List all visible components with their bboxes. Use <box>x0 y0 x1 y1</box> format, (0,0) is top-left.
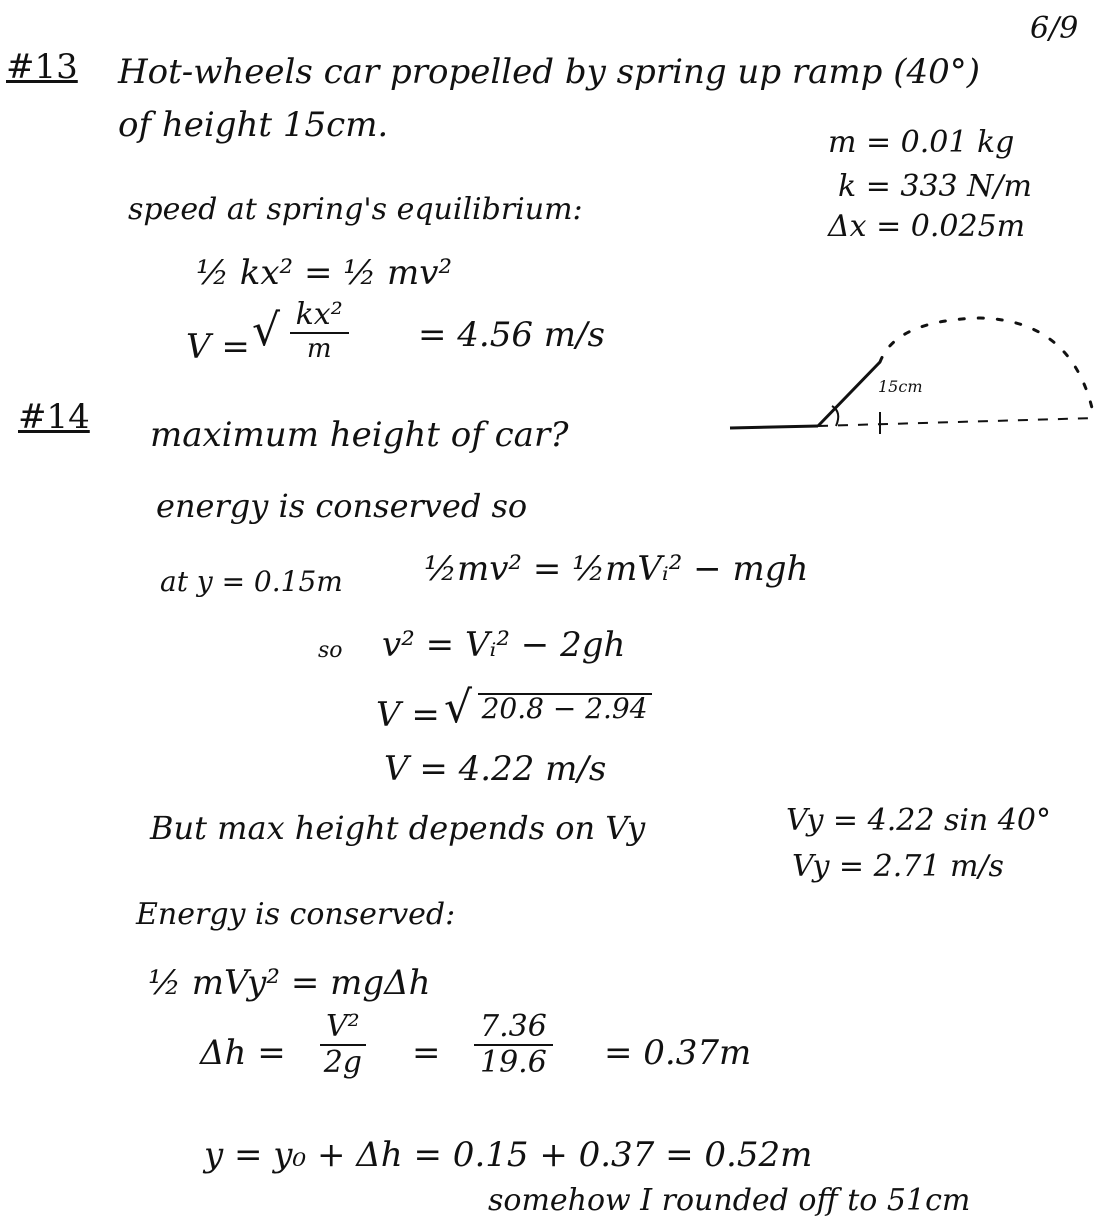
p13-velocity-lhs: V = <box>186 327 250 367</box>
p14-rounding-note: somehow I rounded off to 51cm <box>488 1183 971 1218</box>
p14-velocity-result: V = 4.22 m/s <box>384 749 607 789</box>
height-label: 15cm <box>878 377 923 396</box>
p14-fraction2-denominator: 19.6 <box>480 1045 547 1080</box>
dashed-baseline <box>818 418 1096 426</box>
p13-velocity-radical <box>252 297 349 364</box>
ramp-line <box>818 362 880 426</box>
problem-13-label: #13 <box>6 47 78 87</box>
p14-velocity-radical <box>444 682 652 733</box>
p14-fraction-v2-over-2g <box>320 1009 366 1080</box>
p14-fraction-numeric <box>474 1009 553 1080</box>
p14-energy-conserved: energy is conserved so <box>156 487 528 525</box>
p14-so: so <box>318 638 343 663</box>
sqrt-symbol: √ <box>252 305 281 356</box>
p14-delta-h-result: = 0.37m <box>604 1033 752 1073</box>
p14-fraction1-denominator: 2g <box>323 1045 362 1080</box>
p13-energy-equation: ½ kx² = ½ mv² <box>196 253 453 293</box>
p13-velocity-result: = 4.56 m/s <box>418 315 605 355</box>
p14-vy-value: Vy = 2.71 m/s <box>792 849 1004 884</box>
p14-equals: = <box>412 1033 441 1073</box>
ground-line <box>730 426 818 428</box>
given-compression: Δx = 0.025m <box>828 209 1026 244</box>
p14-at-height: at y = 0.15m <box>160 565 343 598</box>
p14-energy-equation-2: ½ mVy² = mgΔh <box>148 963 431 1003</box>
problem-14-label: #14 <box>18 397 90 437</box>
p14-fraction2-numerator: 7.36 <box>474 1012 553 1046</box>
p13-fraction-denominator: m <box>306 334 332 364</box>
ramp-trajectory-diagram <box>720 300 1098 440</box>
p13-heading: speed at spring's equilibrium: <box>128 192 583 227</box>
p14-energy-conserved-2: Energy is conserved: <box>136 897 456 932</box>
problem-13-statement-line1: Hot-wheels car propelled by spring up ramp (40°) <box>118 52 981 92</box>
given-spring-constant: k = 333 N/m <box>838 169 1032 204</box>
p14-delta-h-lhs: Δh = <box>200 1033 286 1073</box>
p13-velocity-fraction <box>290 297 349 364</box>
p14-radicand: 20.8 − 2.94 <box>478 693 652 723</box>
p14-final-height: y = y₀ + Δh = 0.15 + 0.37 = 0.52m <box>204 1135 813 1175</box>
p14-v-squared-equation: v² = Vᵢ² − 2gh <box>382 625 626 665</box>
p14-vy-expression: Vy = 4.22 sin 40° <box>786 803 1051 838</box>
p14-velocity-lhs: V = <box>376 695 440 735</box>
p14-fraction1-numerator: V² <box>320 1012 366 1046</box>
p13-fraction-numerator: kx² <box>290 300 349 334</box>
given-mass: m = 0.01 kg <box>828 125 1015 160</box>
p14-question: maximum height of car? <box>150 415 569 455</box>
p14-max-height-note: But max height depends on Vy <box>150 809 646 847</box>
page-number: 6/9 <box>1030 11 1079 46</box>
sqrt-symbol: √ <box>444 682 473 733</box>
problem-13-statement-line2: of height 15cm. <box>118 105 389 145</box>
p14-energy-equation: ½mv² = ½mVᵢ² − mgh <box>424 549 809 589</box>
